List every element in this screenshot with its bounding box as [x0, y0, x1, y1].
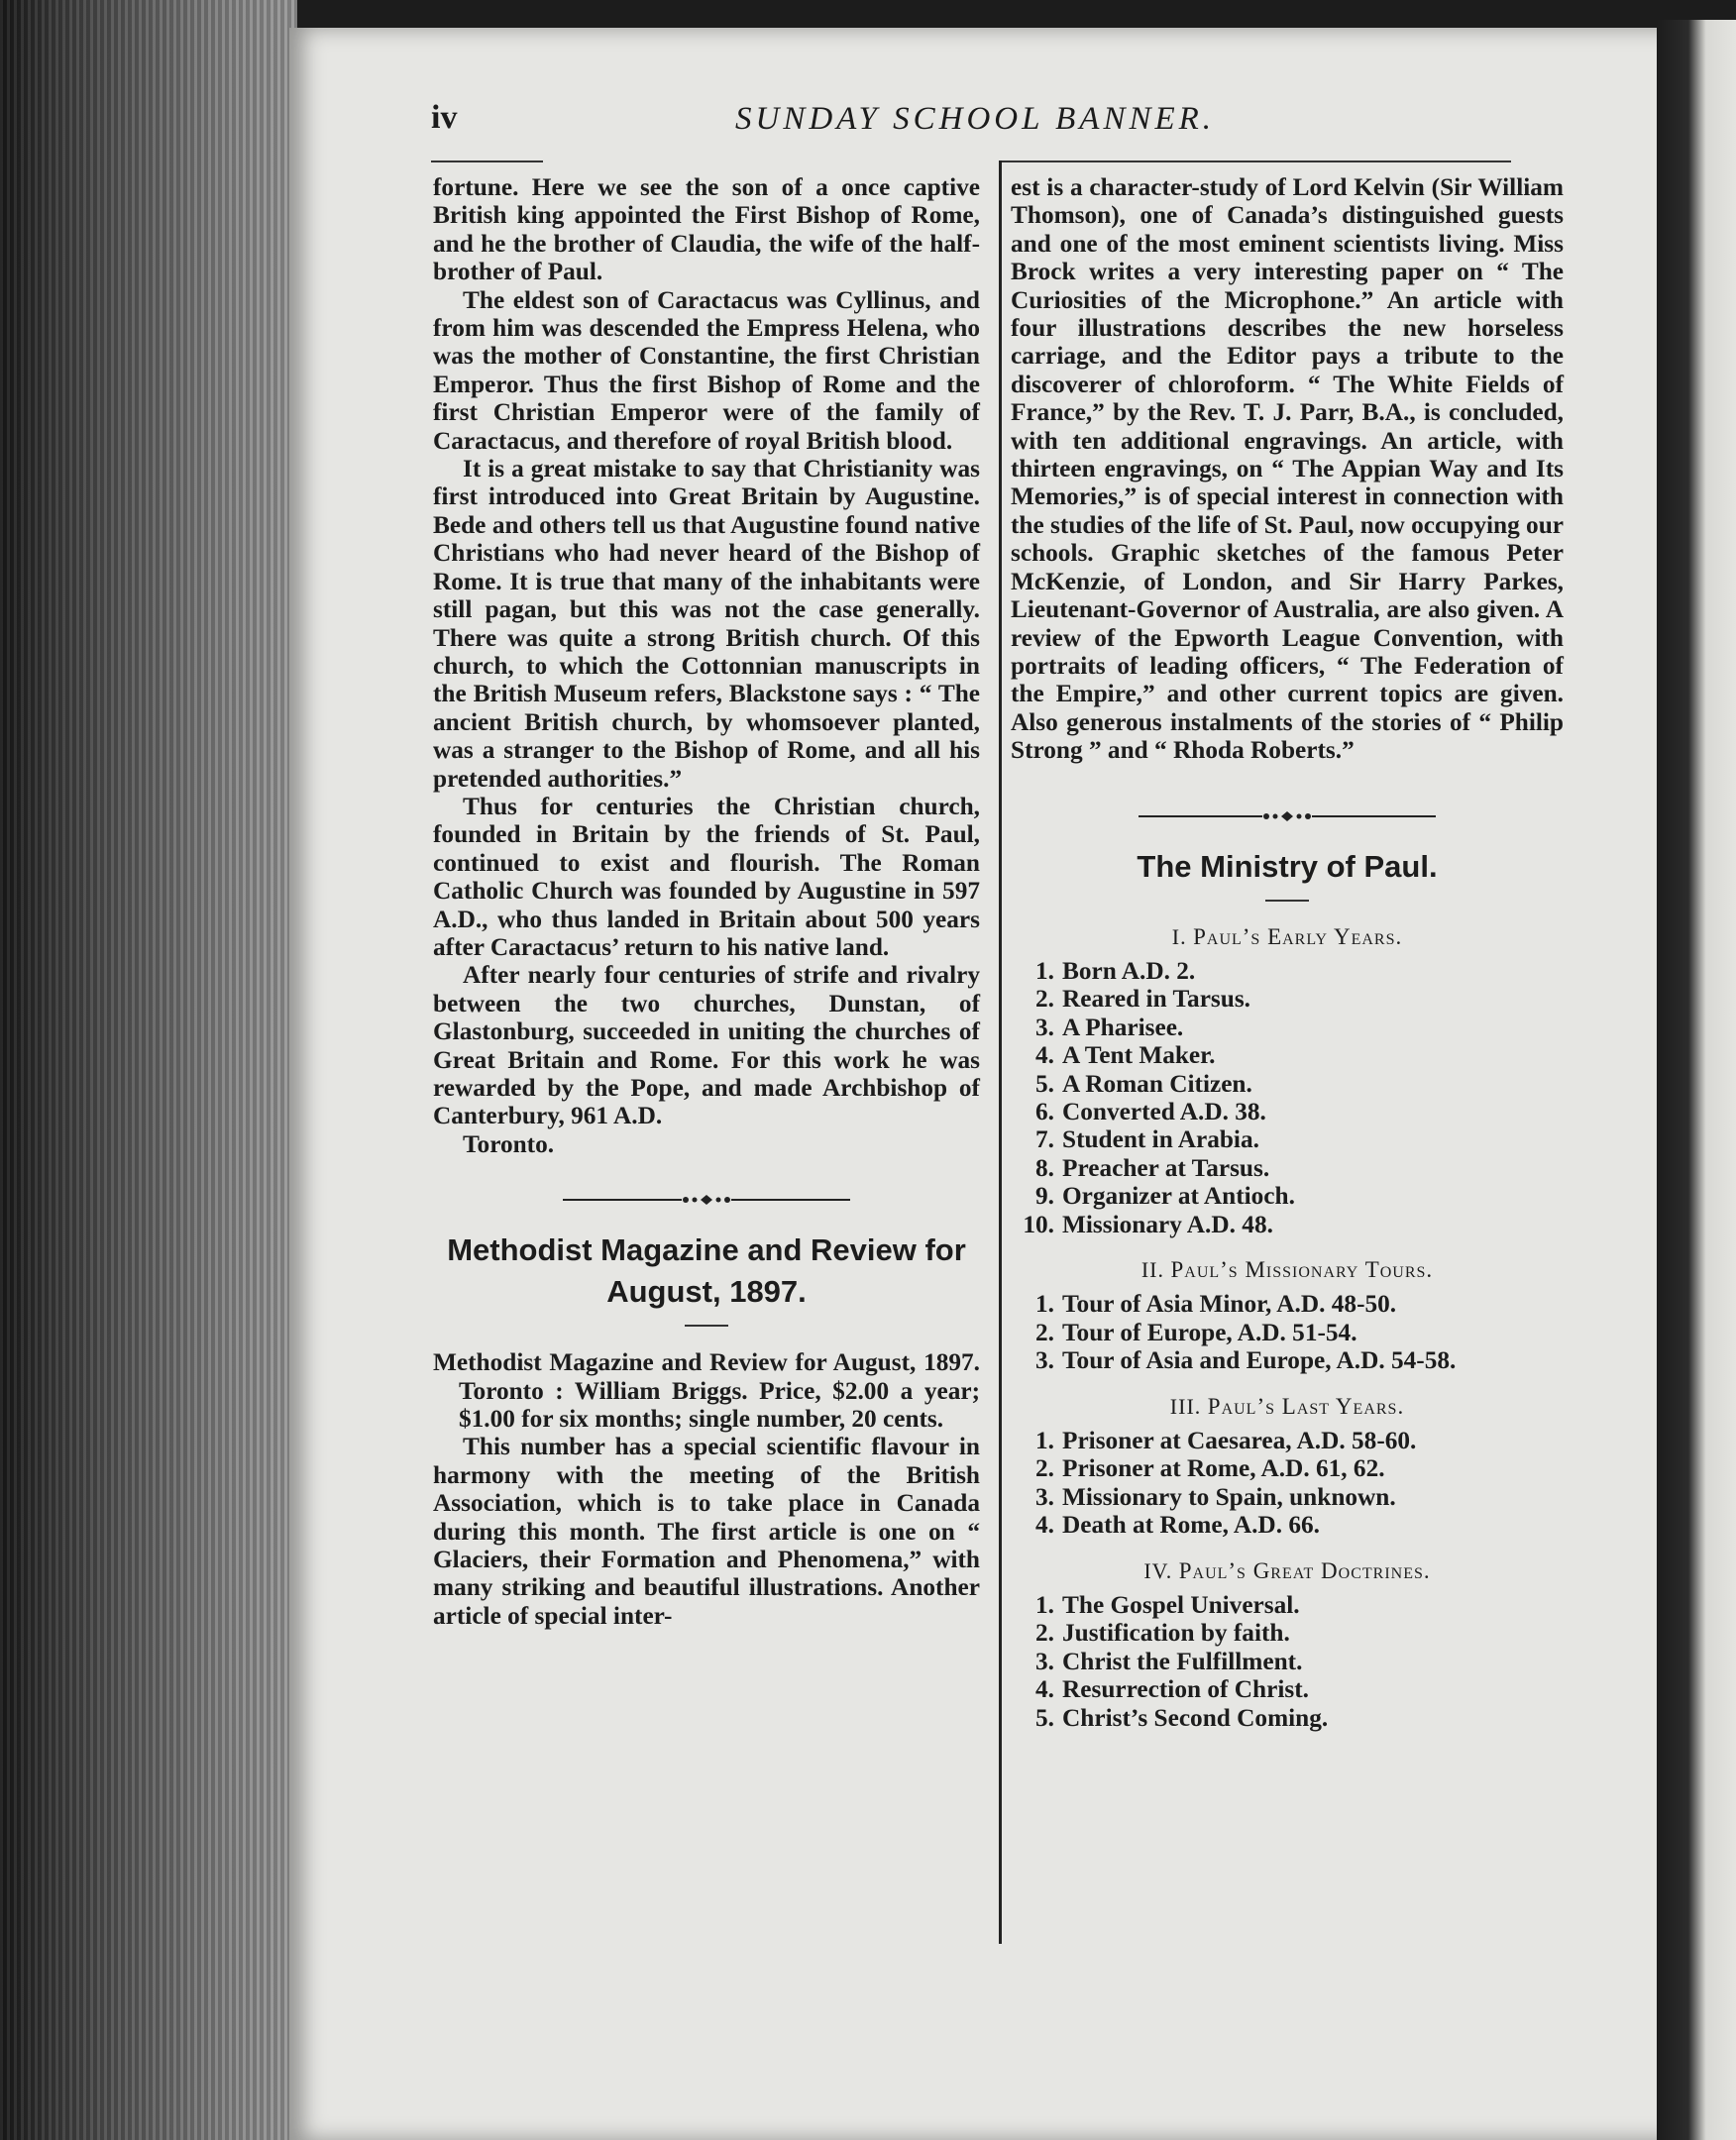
- paragraph: The eldest son of Caractacus was Cyllinus, and from him was descended the Empress Helena, who was the mother of Constantine, the first Christian Emperor. Thus the first Bishop of Rome and the first Christian Emperor were of the family of Caractacus, and therefore of royal British blood.: [433, 285, 980, 455]
- list-item: 8. Preacher at Tarsus.: [1035, 1153, 1270, 1182]
- list-item: 2. Reared in Tarsus.: [1035, 985, 1251, 1014]
- section-heading: [1011, 1393, 1564, 1421]
- section-title: Paul’s Early Years.: [1193, 923, 1403, 949]
- list-item: 2. Prisoner at Rome, A.D. 61, 62.: [1035, 1454, 1385, 1483]
- paragraph: It is a great mistake to say that Christianity was first introduced into Great Britain by Augustine. Bede and others tell us that Augustine found native Christians who had never heard of the Bishop of Rome. It is true that many of the inhabitants were still pagan, but this was not the case generally. There was quite a strong British church. Of this church, to which the Cottonnian manuscripts in the British Museum refers, Blackstone says : “ The ancient British church, by whomsoever planted, was a stranger to the Bishop of Rome, and all his pretended authorities.”: [433, 455, 980, 793]
- list-item: 2. Tour of Europe, A.D. 51-54.: [1035, 1318, 1357, 1346]
- page-number: iv: [431, 99, 458, 136]
- signature: Toronto.: [463, 1129, 555, 1158]
- paragraph: Thus for centuries the Christian church, founded in Britain by the friends of St. Paul, continued to exist and flourish. The Roman Catholic Church was founded by Augustine in 597 A.D., who thus landed in Britain about 500 years after Caractacus’ return to his native land.: [433, 792, 980, 961]
- list-item: 3. Christ the Fulfillment.: [1035, 1647, 1303, 1675]
- list-item: 5. Christ’s Second Coming.: [1035, 1703, 1329, 1732]
- section-numeral: II.: [1140, 1257, 1164, 1282]
- list-item: 3. Missionary to Spain, unknown.: [1035, 1482, 1396, 1511]
- header-rule-left: [431, 160, 543, 162]
- list-item: 3. Tour of Asia and Europe, A.D. 54-58.: [1035, 1346, 1457, 1375]
- list-item: 10. Missionary A.D. 48.: [1023, 1210, 1273, 1238]
- list-item: 1. The Gospel Universal.: [1035, 1591, 1300, 1620]
- list-item: 7. Student in Arabia.: [1035, 1125, 1259, 1154]
- paragraph: fortune. Here we see the son of a once captive British king appointed the First Bishop of Rome, and he the brother of Claudia, the wife of the half-brother of Paul.: [433, 173, 980, 286]
- column-divider: [999, 160, 1002, 1944]
- section-heading: [1011, 1256, 1564, 1284]
- section-heading: [1011, 1557, 1564, 1585]
- list-item: 1. Tour of Asia Minor, A.D. 48-50.: [1035, 1290, 1397, 1319]
- heading-rule: [1265, 900, 1309, 902]
- great-doctrines-list: [1011, 1591, 1564, 1732]
- magazine-intro: Methodist Magazine and Review for August, 1897. Toronto : William Briggs. Price, $2.00 a year; $1.00 for six months; single number, 20 cents.: [433, 1348, 980, 1434]
- list-item: 4. Death at Rome, A.D. 66.: [1035, 1511, 1320, 1540]
- scroll-ornament-icon: [1011, 795, 1564, 838]
- section-numeral: IV.: [1143, 1557, 1173, 1583]
- paragraph: After nearly four centuries of strife and rivalry between the two churches, Dunstan, of Glastonburg, succeeded in uniting the churches of Great Britain and Rome. For this work he was rewarded by the Pope, and made Archbishop of Canterbury, 961 A.D.: [433, 961, 980, 1130]
- missionary-tours-list: [1011, 1290, 1564, 1374]
- left-column: [433, 173, 980, 1630]
- magazine-continuation: est is a character-study of Lord Kelvin (Sir William Thomson), one of Canada’s distinguished guests and one of the most eminent scientists living. Miss Brock writes a very interesting paper on “ The Curiosities of the Microphone.” An article with four illustrations describes the new horseless carriage, and the Editor pays a tribute to the discoverer of chloroform. “ The White Fields of France,” by the Rev. T. J. Parr, B.A., is concluded, with ten additional engravings. An article, with thirteen engravings, on “ The Appian Way and Its Memories,” is of special interest in connection with the studies of the life of St. Paul, now occupying our schools. Graphic sketches of the famous Peter McKenzie, of London, and Sir Harry Parkes, Lieutenant-Governor of Australia, are also given. A review of the Epworth League Convention, with portraits of leading officers, “ The Federation of the Empire,” and other current topics are given. Also generous instalments of the stories of “ Philip Strong ” and “ Rhoda Roberts.”: [1011, 173, 1564, 765]
- ministry-heading: The Ministry of Paul.: [1137, 848, 1438, 884]
- list-item: 9. Organizer at Antioch.: [1035, 1182, 1295, 1211]
- list-item: 4. Resurrection of Christ.: [1035, 1675, 1309, 1704]
- section-title: Paul’s Great Doctrines.: [1178, 1557, 1431, 1583]
- section-heading: [1011, 923, 1564, 951]
- magazine-paragraph: This number has a special scientific flavour in harmony with the meeting of the British Association, which is to take place in Canada during this month. The first article is one on “ Glaciers, their Formation and Phenomena,” with many striking and beautiful illustrations. Another article of special inter-: [433, 1433, 980, 1630]
- list-item: 4. A Tent Maker.: [1035, 1041, 1216, 1070]
- magazine-heading: Methodist Magazine and Review for August, 1897.: [447, 1232, 966, 1310]
- section-numeral: III.: [1169, 1393, 1202, 1419]
- book-binding-edge: [0, 0, 297, 2140]
- section-numeral: I.: [1171, 923, 1187, 949]
- right-column: [1011, 173, 1564, 1750]
- list-item: 3. A Pharisee.: [1035, 1013, 1184, 1041]
- list-item: 6. Converted A.D. 38.: [1035, 1097, 1266, 1125]
- page-header: [431, 99, 1561, 149]
- running-head: SUNDAY SCHOOL BANNER.: [735, 101, 1216, 137]
- early-years-list: [1011, 957, 1564, 1238]
- section-title: Paul’s Last Years.: [1207, 1393, 1405, 1419]
- section-title: Paul’s Missionary Tours.: [1170, 1257, 1434, 1282]
- scroll-ornament-icon: [433, 1178, 980, 1222]
- heading-rule: [685, 1325, 728, 1327]
- facing-page-edge: [1657, 20, 1736, 2140]
- header-rule-right: [1001, 160, 1511, 162]
- last-years-list: [1011, 1427, 1564, 1540]
- list-item: 2. Justification by faith.: [1035, 1619, 1290, 1648]
- list-item: 1. Prisoner at Caesarea, A.D. 58-60.: [1035, 1427, 1417, 1455]
- list-item: 5. A Roman Citizen.: [1035, 1069, 1252, 1098]
- list-item: 1. Born A.D. 2.: [1035, 956, 1196, 985]
